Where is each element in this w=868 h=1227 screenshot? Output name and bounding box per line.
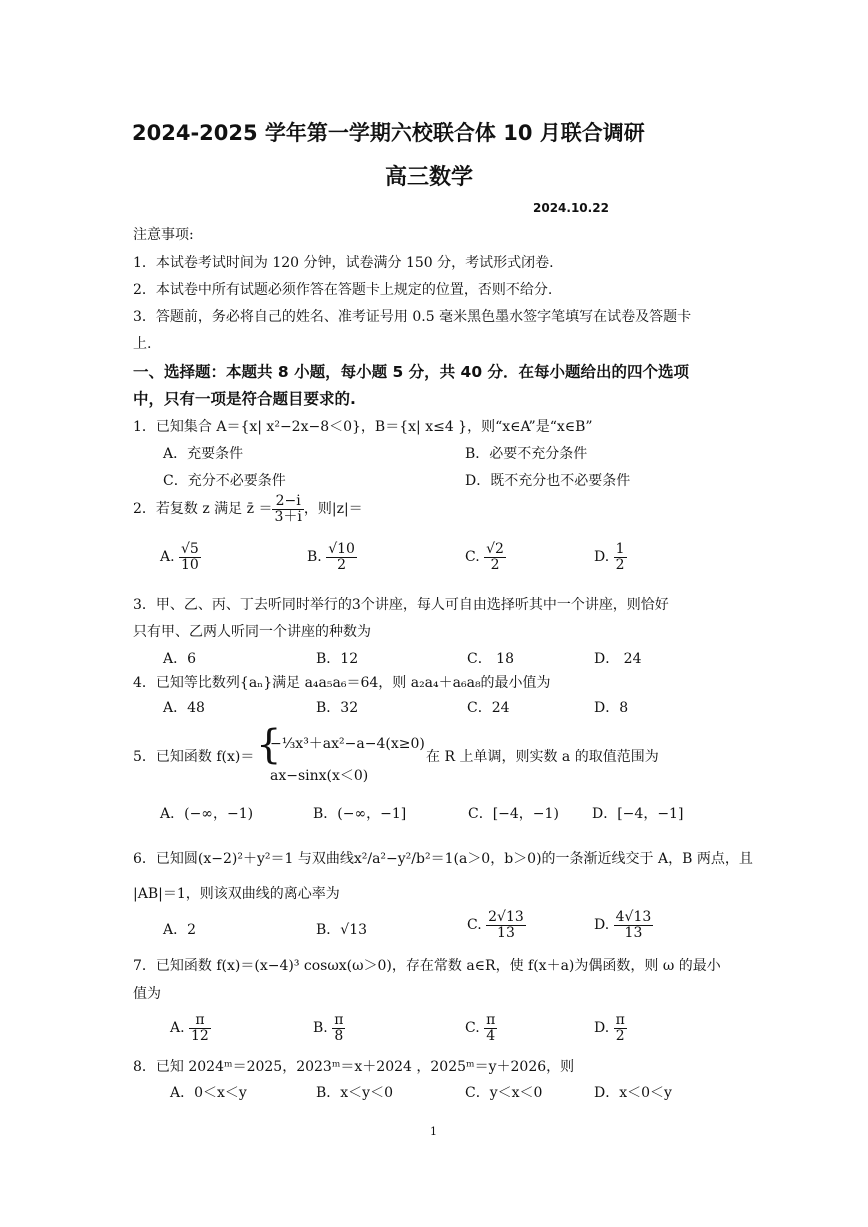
q4-option-b: B．32 bbox=[316, 700, 359, 716]
note-item: 3．答题前，务必将自己的姓名、准考证号用 0.5 毫米黑色墨水签字笔填写在试卷及答题卡 bbox=[133, 309, 692, 325]
q6-option-c: C. $\frac{2√13}{13}$ bbox=[467, 909, 524, 941]
q5-case-2: ax−sinx(x＜0) bbox=[270, 768, 369, 784]
page-number: 1 bbox=[430, 1125, 437, 1138]
q5-option-b: B．(−∞，−1] bbox=[313, 806, 407, 822]
q1-option-a: A．充要条件 bbox=[163, 446, 244, 462]
note-item: 2．本试卷中所有试题必须作答在答题卡上规定的位置，否则不给分. bbox=[133, 282, 553, 298]
q1-option-d: D．既不充分也不必要条件 bbox=[465, 473, 631, 489]
q2-option-c: C. $\frac{√2}{2}$ bbox=[465, 541, 504, 573]
q2-prefix: 2．若复数 z 满足 z̄ ＝ bbox=[133, 501, 273, 518]
question-3-line1: 3．甲、乙、丙、丁去听同时举行的3个讲座，每人可自由选择听其中一个讲座，则恰好 bbox=[133, 597, 669, 613]
q4-option-d: D．8 bbox=[594, 700, 629, 716]
piecewise-brace: { bbox=[256, 722, 282, 768]
q2-option-b: B. $\frac{√10}{2}$ bbox=[307, 541, 355, 573]
notes-heading: 注意事项: bbox=[133, 227, 194, 243]
q8-option-b: B．x＜y＜0 bbox=[316, 1085, 393, 1101]
exam-subtitle: 高三数学 bbox=[385, 165, 474, 190]
q3-option-b: B．12 bbox=[316, 651, 359, 667]
q1-option-b: B．必要不充分条件 bbox=[465, 446, 588, 462]
q7-option-c: C. $\frac{\pi}{4}$ bbox=[465, 1012, 496, 1044]
q1-option-c: C．充分不必要条件 bbox=[163, 473, 286, 489]
section-heading-line2: 中，只有一项是符合题目要求的. bbox=[133, 390, 356, 408]
q6-option-d: D. $\frac{4√13}{13}$ bbox=[594, 909, 652, 941]
question-2-stem bbox=[133, 494, 363, 524]
question-1-stem: 1．已知集合 A＝{x| x²−2x−8＜0}，B＝{x| x≤4 }，则“x∈A”是“x∈B” bbox=[133, 419, 593, 435]
q3-option-c: C． 18 bbox=[467, 651, 514, 667]
q3-option-d: D． 24 bbox=[594, 651, 642, 667]
q4-option-c: C．24 bbox=[467, 700, 510, 716]
question-6-line1: 6．已知圆(x−2)²＋y²＝1 与双曲线x²/a²−y²/b²＝1(a＞0，b＞0)的一条渐近线交于 A，B 两点，且 bbox=[133, 851, 753, 867]
question-4-stem: 4．已知等比数列{aₙ}满足 a₄a₅a₆＝64，则 a₂a₄＋a₆a₈的最小值为 bbox=[133, 675, 551, 691]
question-8-stem: 8．已知 2024ᵐ＝2025，2023ᵐ＝x＋2024 ，2025ᵐ＝y＋2026，则 bbox=[133, 1059, 575, 1075]
question-6-line2: |AB|＝1，则该双曲线的离心率为 bbox=[133, 886, 340, 902]
q8-option-a: A．0＜x＜y bbox=[170, 1085, 247, 1101]
note-item: 上. bbox=[133, 336, 152, 352]
q2-suffix: ，则|z|＝ bbox=[303, 501, 363, 518]
question-3-line2: 只有甲、乙两人听同一个讲座的种数为 bbox=[133, 624, 371, 640]
q3-option-a: A．6 bbox=[163, 651, 197, 667]
q2-option-a: A. $\frac{√5}{10}$ bbox=[160, 541, 199, 573]
note-item: 1．本试卷考试时间为 120 分钟，试卷满分 150 分，考试形式闭卷. bbox=[133, 255, 554, 271]
q6-option-b: B．√13 bbox=[316, 922, 368, 938]
q5-option-c: C．[−4，−1) bbox=[468, 806, 559, 822]
q7-option-a: A. $\frac{\pi}{12}$ bbox=[170, 1012, 209, 1044]
exam-date: 2024.10.22 bbox=[533, 201, 609, 215]
q7-option-b: B. $\frac{\pi}{8}$ bbox=[313, 1012, 344, 1044]
q5-option-a: A．(−∞，−1) bbox=[160, 806, 254, 822]
q5-option-d: D．[−4，−1] bbox=[592, 806, 684, 822]
q6-option-a: A．2 bbox=[163, 922, 197, 938]
q8-option-c: C．y＜x＜0 bbox=[465, 1085, 543, 1101]
question-5-prefix: 5．已知函数 f(x)＝ bbox=[133, 749, 255, 765]
question-5-suffix: 在 R 上单调，则实数 a 的取值范围为 bbox=[426, 749, 659, 765]
q7-option-d: D. $\frac{\pi}{2}$ bbox=[594, 1012, 625, 1044]
q2-option-d: D. $\frac{1}{2}$ bbox=[594, 541, 625, 573]
q2-fraction: $\frac{2-i}{3+i}$ bbox=[274, 493, 302, 525]
q4-option-a: A．48 bbox=[163, 700, 205, 716]
section-heading-line1: 一、选择题：本题共 8 小题，每小题 5 分，共 40 分．在每小题给出的四个选项 bbox=[133, 363, 690, 381]
q8-option-d: D．x＜0＜y bbox=[594, 1085, 672, 1101]
q5-case-1: −⅓x³＋ax²−a−4(x≥0) bbox=[270, 736, 425, 752]
question-7-line1: 7．已知函数 f(x)＝(x−4)³ cosωx(ω＞0)，存在常数 a∈R，使 f(x＋a)为偶函数，则 ω 的最小 bbox=[133, 958, 721, 974]
question-7-line2: 值为 bbox=[133, 986, 161, 1002]
exam-title: 2024-2025 学年第一学期六校联合体 10 月联合调研 bbox=[132, 121, 645, 145]
